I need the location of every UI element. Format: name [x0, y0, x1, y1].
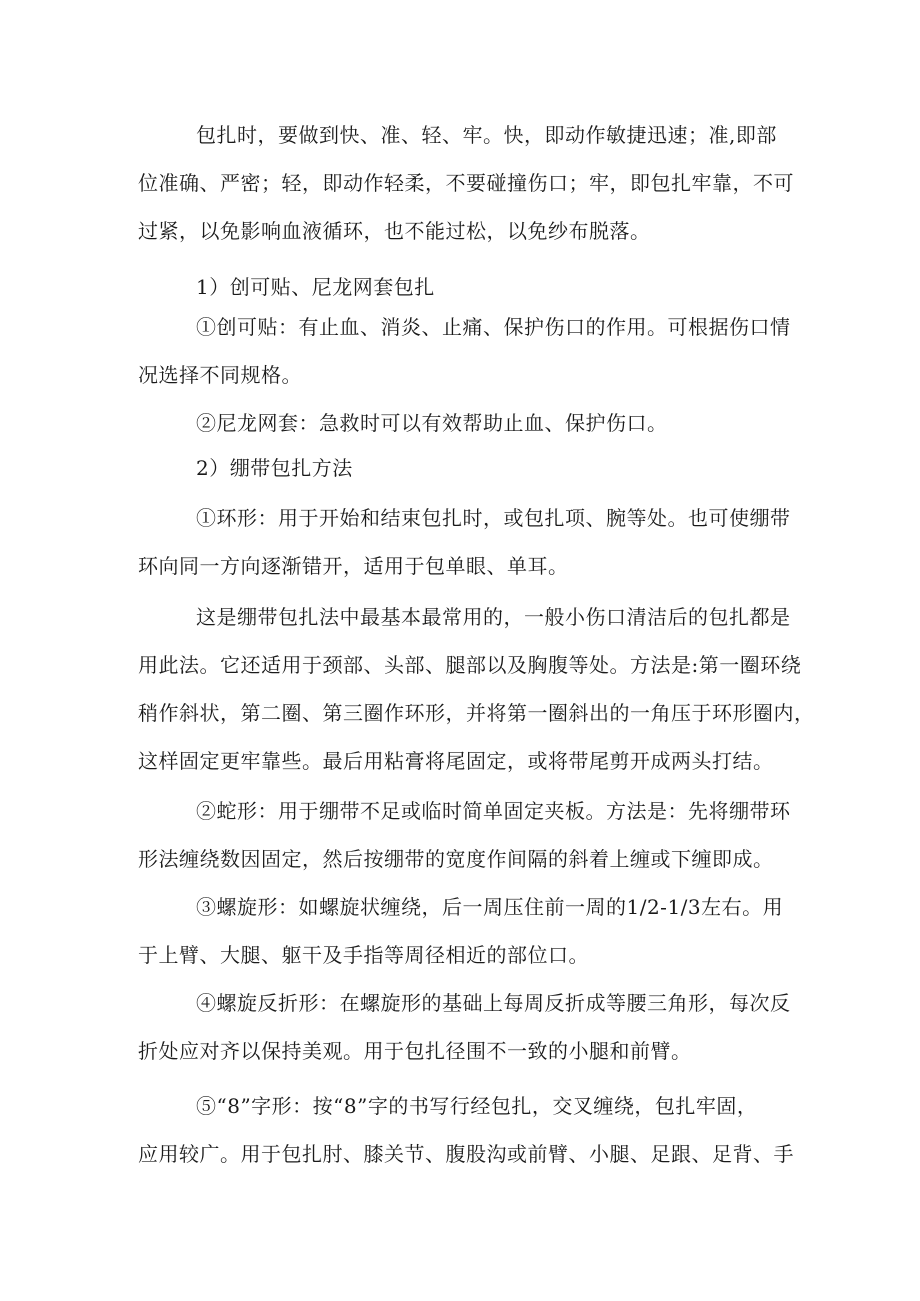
text-line: ③螺旋形：如螺旋状缠绕，后一周压住前一周的1/2-1/3左右。用 [196, 895, 784, 919]
text-line: 环向同一方向逐渐错开，适用于包单眼、单耳。 [138, 554, 569, 578]
paragraph-nylon-net [138, 399, 788, 447]
text-line: ①环形：用于开始和结束包扎时，或包扎项、腕等处。也可使绷带 [196, 506, 791, 530]
paragraph-spiral [138, 883, 788, 979]
text-line: 这是绷带包扎法中最基本最常用的，一般小伤口清洁后的包扎都是 [196, 605, 791, 629]
text-line: 形法缠绕数因固定，然后按绷带的宽度作间隔的斜着上缠或下缠即成。 [138, 847, 774, 871]
text-line: 况选择不同规格。 [138, 363, 302, 387]
text-line: ④螺旋反折形：在螺旋形的基础上每周反折成等腰三角形，每次反 [196, 991, 791, 1015]
paragraph-basic-method [138, 593, 815, 785]
text-line: 2）绷带包扎方法 [196, 456, 353, 480]
text-line: 折处应对齐以保持美观。用于包扎径围不一致的小腿和前臂。 [138, 1039, 692, 1063]
text-line: 于上臂、大腿、躯干及手指等周径相近的部位口。 [138, 943, 589, 967]
text-line: ⑤“8”字形：按“8”字的书写行经包扎，交叉缠绕，包扎牢固， [196, 1094, 758, 1118]
paragraph-figure-eight [138, 1082, 794, 1178]
text-line: 用此法。它还适用于颈部、头部、腿部以及胸腹等处。方法是:第一圈环绕 [138, 653, 802, 677]
text-line: 位准确、严密；轻，即动作轻柔，不要碰撞伤口；牢，即包扎牢靠，不可 [138, 171, 794, 195]
text-line: ①创可贴：有止血、消炎、止痛、保护伤口的作用。可根据伤口情 [196, 315, 791, 339]
text-line: 包扎时，要做到快、准、轻、牢。快，即动作敏捷迅速；准,即部 [196, 123, 777, 147]
text-line: ②蛇形：用于绷带不足或临时简单固定夹板。方法是：先将绷带环 [196, 799, 791, 823]
text-line: ②尼龙网套：急救时可以有效帮助止血、保护伤口。 [196, 411, 668, 435]
text-line: 稍作斜状，第二圈、第三圈作环形，并将第一圈斜出的一角压于环形圈内， [138, 701, 815, 725]
text-line: 1）创可贴、尼龙网套包扎 [196, 275, 435, 299]
text-line: 过紧，以免影响血液循环，也不能过松，以免纱布脱落。 [138, 219, 651, 243]
paragraph-snake [138, 787, 791, 883]
paragraph-spiral-reverse [138, 979, 791, 1075]
paragraph-band-aid [138, 303, 791, 399]
paragraph-circular [138, 494, 791, 590]
section-heading-bandage-methods [138, 444, 788, 492]
text-line: 这样固定更牢靠些。最后用粘膏将尾固定，或将带尾剪开成两头打结。 [138, 749, 774, 773]
paragraph-intro [138, 111, 794, 255]
text-line: 应用较广。用于包扎肘、膝关节、腹股沟或前臂、小腿、足跟、足背、手 [138, 1142, 794, 1166]
